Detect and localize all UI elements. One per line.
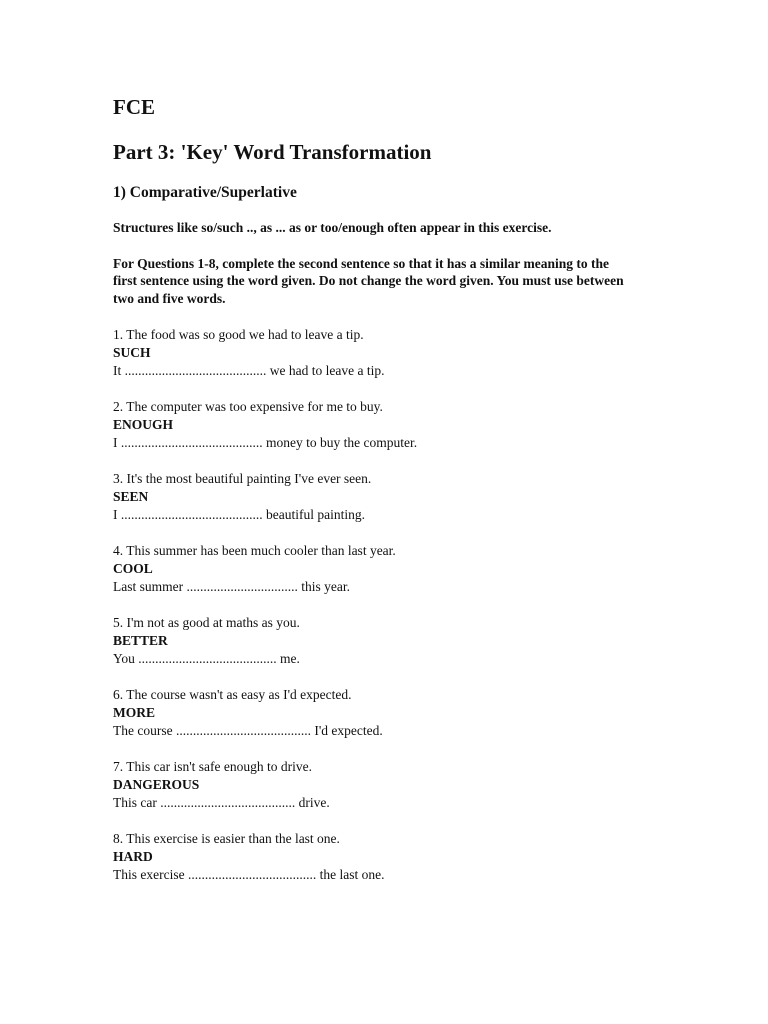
answer-line: It .......................................... we had to leave a tip. — [113, 363, 385, 378]
key-word: SUCH — [113, 345, 151, 360]
question-sentence: 5. I'm not as good at maths as you. — [113, 615, 300, 630]
key-word: BETTER — [113, 633, 168, 648]
key-word: DANGEROUS — [113, 777, 200, 792]
section-title: 1) Comparative/Superlative — [113, 184, 297, 201]
answer-line: This exercise ...................................... the last one. — [113, 867, 385, 882]
document-page — [113, 94, 633, 902]
question-item — [113, 542, 633, 596]
answer-line: This car ........................................ drive. — [113, 795, 330, 810]
question-item — [113, 326, 633, 380]
question-item — [113, 686, 633, 740]
answer-line: Last summer ................................. this year. — [113, 579, 350, 594]
question-sentence: 6. The course wasn't as easy as I'd expected. — [113, 687, 352, 702]
intro-text: Structures like so/such .., as ... as or too/enough often appear in this exercise. — [113, 220, 552, 235]
question-item — [113, 758, 633, 812]
question-sentence: 4. This summer has been much cooler than last year. — [113, 543, 396, 558]
answer-line: I .......................................... money to buy the computer. — [113, 435, 418, 450]
key-word: ENOUGH — [113, 417, 174, 432]
question-item — [113, 830, 633, 884]
question-sentence: 8. This exercise is easier than the last one. — [113, 831, 340, 846]
question-item — [113, 398, 633, 452]
question-sentence: 2. The computer was too expensive for me to buy. — [113, 399, 383, 414]
question-sentence: 3. It's the most beautiful painting I've ever seen. — [113, 471, 372, 486]
answer-line: I .......................................... beautiful painting. — [113, 507, 365, 522]
document-title: FCE — [113, 95, 155, 119]
question-list — [113, 326, 633, 884]
question-sentence: 7. This car isn't safe enough to drive. — [113, 759, 313, 774]
part-title: Part 3: 'Key' Word Transformation — [113, 140, 432, 164]
key-word: SEEN — [113, 489, 149, 504]
key-word: MORE — [113, 705, 155, 720]
question-item — [113, 470, 633, 524]
instructions-text: For Questions 1-8, complete the second sentence so that it has a similar meaning to the first sentence using the word given. Do not change the word given. You must use between two and five words. — [113, 255, 624, 306]
answer-line: The course ........................................ I'd expected. — [113, 723, 383, 738]
answer-line: You ......................................... me. — [113, 651, 300, 666]
key-word: HARD — [113, 849, 153, 864]
question-item — [113, 614, 633, 668]
key-word: COOL — [113, 561, 153, 576]
question-sentence: 1. The food was so good we had to leave a tip. — [113, 327, 364, 342]
